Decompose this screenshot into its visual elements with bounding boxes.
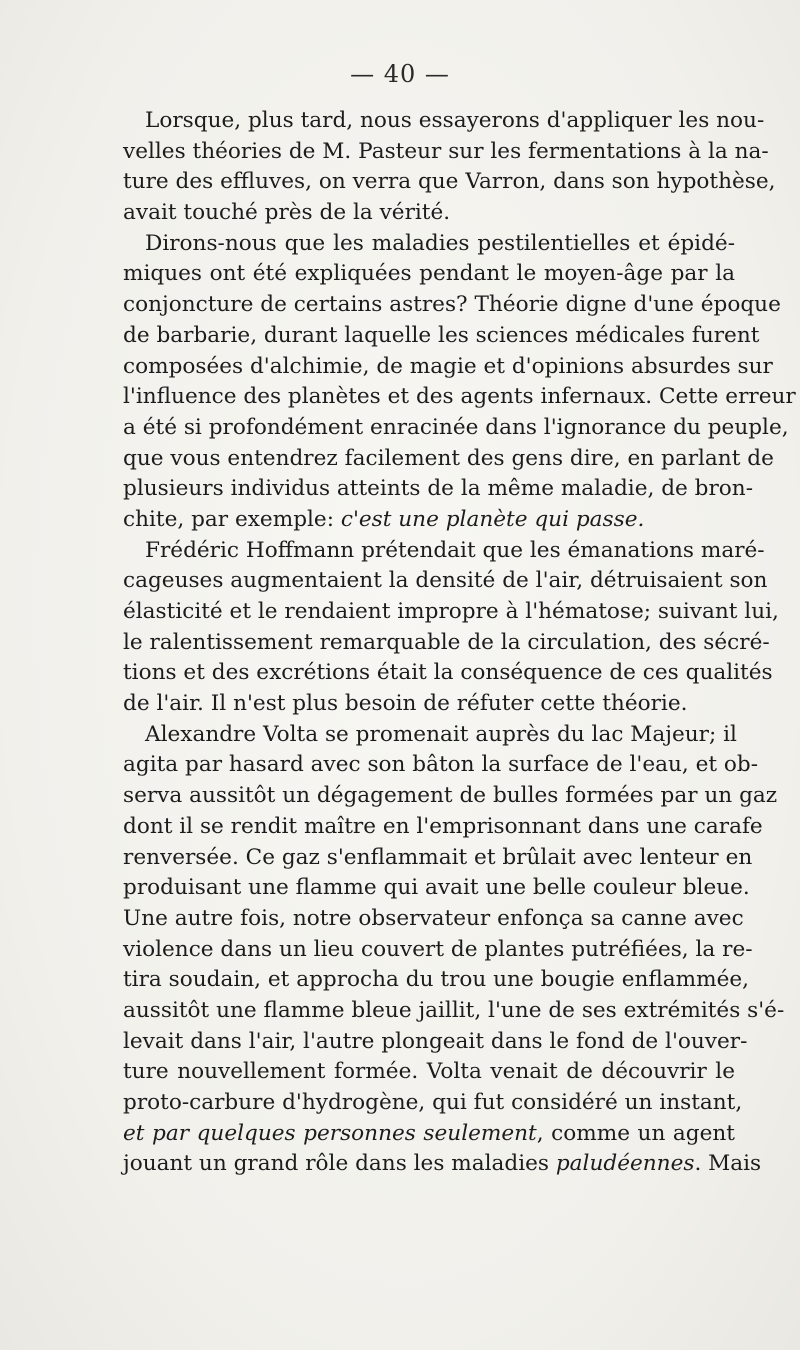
text-line: aussitôt une flamme bleue jaillit, l'une de ses extrémités s'é- [123,997,785,1023]
text-line: Lorsque, plus tard, nous essayerons d'appliquer les nou- [145,108,765,133]
text-line [103,1119,735,1150]
paragraph-3 [103,536,779,720]
paragraph-4 [103,720,785,1180]
text-line: que vous entendrez facilement des gens dire, en parlant de [123,445,774,471]
page-body [103,106,796,1180]
text-line: Une autre fois, notre observateur enfonça sa canne avec [123,905,744,931]
text-line: composées d'alchimie, de magie et d'opinions absurdes sur [123,353,773,379]
text-segment: jouant un grand rôle dans les maladies [123,1151,556,1177]
text-line: le ralentissement remarquable de la circulation, des sécré- [123,629,770,655]
text-line: miques ont été expliquées pendant le moyen-âge par la [123,261,735,287]
text-line: de l'air. Il n'est plus besoin de réfuter cette théorie. [123,691,688,717]
text-line: tira soudain, et approcha du trou une bougie enflammée, [123,967,750,993]
text-line [103,1149,762,1180]
page-number: — 40 — [350,60,450,88]
text-line: Dirons-nous que les maladies pestilentielles et épidé- [145,230,735,256]
text-line: Alexandre Volta se promenait auprès du lac Majeur; il [145,721,737,747]
italic-phrase: et par quelques personnes seulement [123,1120,537,1146]
text-line: élasticité et le rendaient impropre à l'hématose; suivant lui, [123,599,779,624]
text-line: proto-carbure d'hydrogène, qui fut considéré un instant, [123,1090,743,1115]
text-line: ture des effluves, on verra que Varron, dans son hypothèse, [123,169,776,195]
text-line [103,505,735,536]
text-line: Frédéric Hoffmann prétendait que les émanations maré- [145,537,765,563]
text-segment: , comme un agent [536,1120,735,1146]
text-line: de barbarie, durant laquelle les sciences médicales furent [123,322,760,348]
text-line: conjoncture de certains astres? Théorie digne d'une époque [123,292,781,318]
text-line: serva aussitôt un dégagement de bulles formées par un gaz [123,783,778,809]
text-line: violence dans un lieu couvert de plantes putréfiées, la re- [123,936,753,962]
text-line: agita par hasard avec son bâton la surface de l'eau, et ob- [123,752,759,778]
text-line: a été si profondément enracinée dans l'ignorance du peuple, [123,414,789,440]
text-line: ture nouvellement formée. Volta venait de découvrir le [123,1059,735,1085]
text-line: dont il se rendit maître en l'emprisonnant dans une carafe [123,813,763,839]
text-line: l'influence des planètes et des agents infernaux. Cette erreur [123,384,796,410]
text-line: tions et des excrétions était la conséquence de ces qualités [123,660,773,686]
paragraph-2 [103,229,796,536]
text-line: avait touché près de la vérité. [123,200,451,226]
text-line: levait dans l'air, l'autre plongeait dans le fond de l'ouver- [123,1028,748,1054]
text-segment: . Mais [694,1151,762,1177]
text-line: renversée. Ce gaz s'enflammait et brûlait avec lenteur en [123,844,753,870]
text-segment: chite, par exemple: [123,506,341,532]
italic-quote: c'est une planète qui passe. [340,506,645,532]
text-line: plusieurs individus atteints de la même maladie, de bron- [123,476,754,502]
italic-term: paludéennes [555,1151,695,1177]
paragraph-1 [103,106,776,229]
text-line: cageuses augmentaient la densité de l'air, détruisaient son [123,568,768,594]
text-line: produisant une flamme qui avait une belle couleur bleue. [123,875,750,901]
text-line: velles théories de M. Pasteur sur les fermentations à la na- [123,138,769,164]
